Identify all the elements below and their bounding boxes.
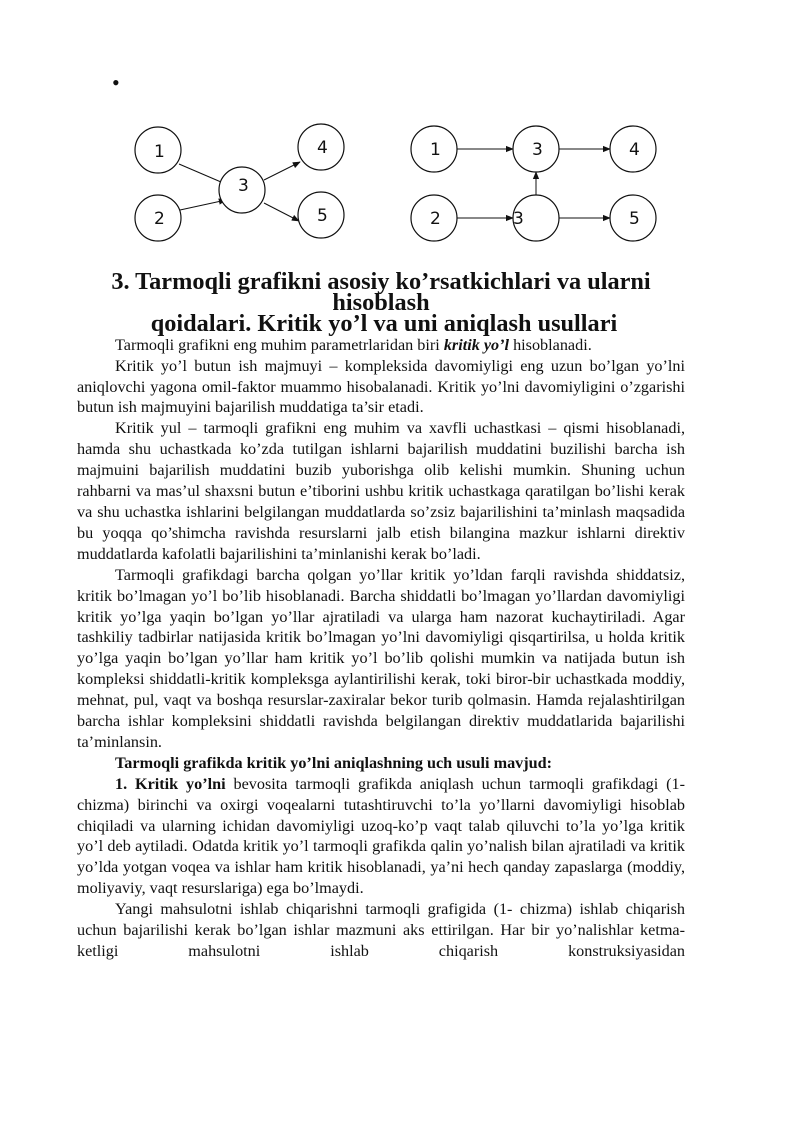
p1-text-after: hisoblanadi. xyxy=(509,335,592,354)
svg-text:2: 2 xyxy=(430,209,441,229)
heading-line-1: 3. Tarmoqli grafikni asosiy ko’rsatkichlari va ularni hisoblash xyxy=(111,268,651,316)
node-1 xyxy=(411,126,457,172)
node-4 xyxy=(298,124,344,170)
svg-text:1: 1 xyxy=(430,140,441,160)
edge-3-4 xyxy=(264,162,300,180)
paragraph-3: Kritik yul – tarmoqli grafikni eng muhim va xavfli uchastkasi – qismi hisoblanadi, hamda shu uchastkada ko’zda tutilgan ishlarni bajarilish muddatini buzilishi barcha ish majmuini bajarilish muddatini buzib yuborishga olib kelishi mumkin. Shuning uchun rahbarni va mas’ul shaxsni butun e’tiborini ushbu kritik uchastkaga qaratilgan bo’lishi kerak va shu uchastka ishlarini belgilangan muddatlarda so’zsiz bajarilishini ta’minlash maqsadida bu yoqqa qo’shimcha ravishda resurslarni jalb etish bilangina mazkur ishlarni direktiv muddatlarda kafolatli bajarilishini ta’minlanishi kerak bo’ladi. xyxy=(77,419,685,563)
paragraph-7: Yangi mahsulotni ishlab chiqarishni tarmoqli grafigida (1- chizma) ishlab chiqarish uchun bajarilishi kerak bo’lgan ishlar mazmuni aks ettirilgan. Har bir yo’nalishlar ketma-ketligi mahsulotni ishlab chiqarish konstruksiyasidan xyxy=(77,900,685,960)
node-1 xyxy=(135,127,181,173)
node-2 xyxy=(135,195,181,241)
p1-text-before: Tarmoqli grafikni eng muhim parametrlaridan biri xyxy=(115,335,444,354)
node-4 xyxy=(610,126,656,172)
svg-text:3: 3 xyxy=(513,209,524,229)
method-1-text: bevosita tarmoqli grafikda aniqlash uchun tarmoqli grafikdagi (1-chizma) birinchi va oxirgi voqealarni tutashtiruvchi to’la yo’llarni davomiyligi hisoblab chiqiladi va ularning ichidan davomiyligi uzoq-ko’p vaqt talab qiluvchi to’la yo’lga kritik yo’l deb aytiladi. Odatda kritik yo’l tarmoqli grafikda qalin yo’nalish bilan ajratiladi va kritik yo’lda yotgan voqea va ishlar ham kritik hisoblanadi, ya’ni hech qanday zapaslarga (moddiy, moliyaviy, vaqt resurslariga) ega bo’lmaydi. xyxy=(77,774,685,898)
paragraph-4: Tarmoqli grafikdagi barcha qolgan yo’llar kritik yo’ldan farqli ravishda shiddatsiz, kritik bo’lmagan yo’l bo’lib hisoblanadi. Barcha shiddatli bo’lmagan yo’llardan davomiyligi kritik yo’lga yaqin bo’lgan yo’llar ajratiladi va ularga ham nazorat kuchaytiriladi. Agar tashkiliy tadbirlar natijasida kritik bo’lmagan yo’lni davomiyligi qisqartirilsa, u holda kritik yo’lga yaqin bo’lgan yo’llar ham kritik yo’l bo’lib qolishi mumkin va natijada butun ish kompleksi shiddatli-kritik kompleksga aylantirilishi kerak, toki biror-bir uchastkada moddiy, mehnat, pul, vaqt va boshqa resurslar-zaxiralar bekor turib qolmasin. Hamda rejalashtirilgan barcha ishlar kompleksini shiddatli ravishda belgilangan direktiv muddatlarida bajarilishi ta’minlansin. xyxy=(77,565,685,751)
section-heading xyxy=(77,268,685,337)
svg-text:2: 2 xyxy=(154,209,165,229)
svg-text:5: 5 xyxy=(317,206,328,226)
node-3-bottom xyxy=(513,195,559,241)
svg-text:3: 3 xyxy=(532,140,543,160)
edge-3-5 xyxy=(264,203,299,221)
node-3-top xyxy=(513,126,559,172)
node-5 xyxy=(298,192,344,238)
svg-text:4: 4 xyxy=(629,140,640,160)
body-text xyxy=(77,268,685,962)
svg-text:3: 3 xyxy=(238,176,249,196)
network-diagrams xyxy=(0,0,800,270)
diagram-left xyxy=(135,124,344,241)
edge-2-3 xyxy=(180,200,226,210)
critical-path-term: kritik yo’l xyxy=(443,335,510,354)
paragraph-6 xyxy=(77,774,685,899)
diagram-right xyxy=(411,126,656,241)
svg-text:1: 1 xyxy=(154,142,165,162)
node-3 xyxy=(219,167,265,213)
paragraph-2: Kritik yo’l butun ish majmuyi – kompleksida davomiyligi eng uzun bo’lgan yo’lni aniqlovchi yagona omil-faktor muammo hisobalanadi. Kritik yo’lni davomiyligini o’zgarishi butun ish majmuyini bajarilish muddatiga ta’sir etadi. xyxy=(77,356,685,417)
svg-text:5: 5 xyxy=(629,209,640,229)
paragraph-1 xyxy=(77,335,685,356)
bullet-mark: • xyxy=(112,70,120,95)
node-5 xyxy=(610,195,656,241)
svg-text:4: 4 xyxy=(317,138,328,158)
methods-subheading: Tarmoqli grafikda kritik yo’lni aniqlashning uch usuli mavjud: xyxy=(115,753,553,772)
node-2 xyxy=(411,195,457,241)
heading-line-2: qoidalari. Kritik yo’l va uni aniqlash usullari xyxy=(150,309,618,337)
method-1-lead: 1. Kritik yo’lni xyxy=(115,774,226,793)
